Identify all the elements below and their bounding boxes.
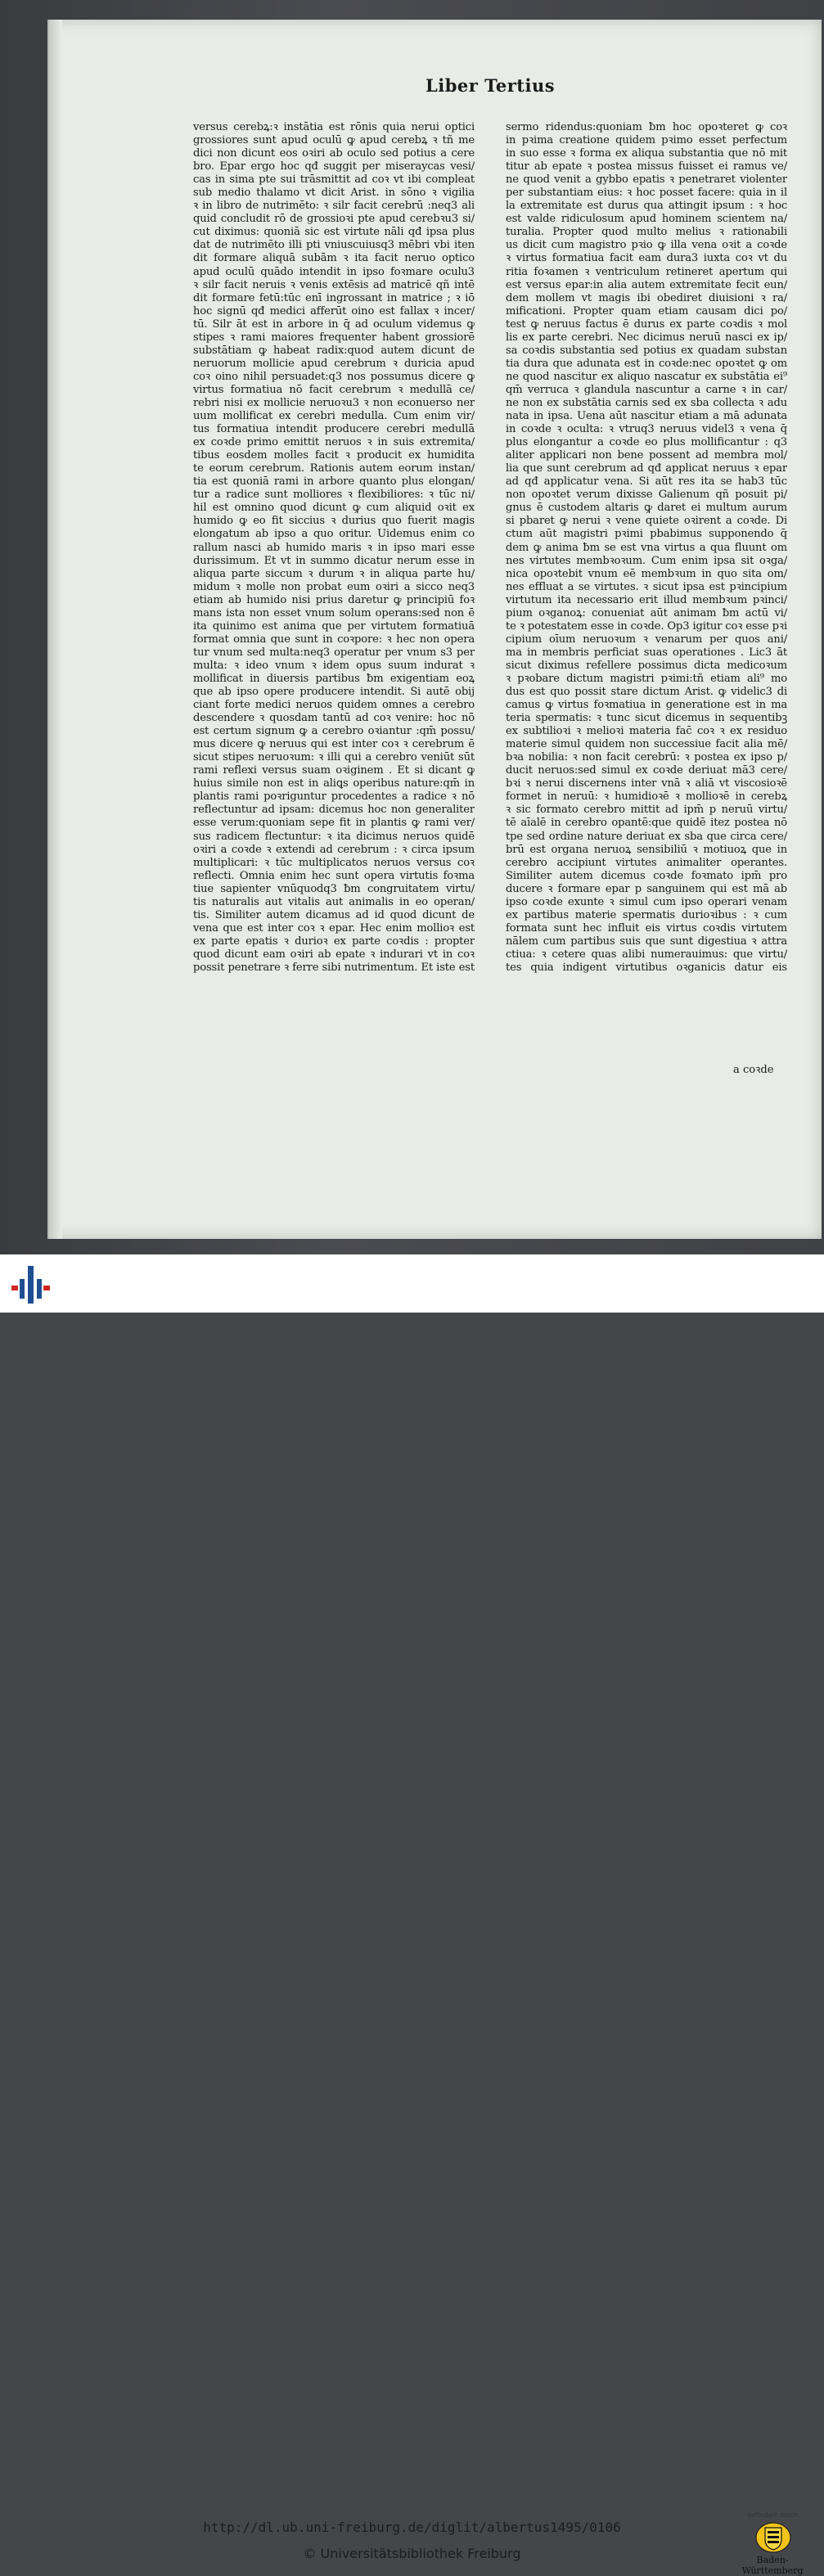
text-line: aliter applicari non bene possent ad membra mol/	[506, 449, 787, 462]
text-line: ciant forte medici neruos quidem omnes a cerebro	[193, 699, 475, 712]
text-line: test ꝙ neruus factus ē durus ex parte coꝛdis ꝛ mol	[506, 317, 787, 331]
text-line: tū. Silr āt est in arbore in q̄ ad oculum videmus ꝙ	[193, 317, 475, 331]
text-line: plantis rami poꝛriguntur procedentes a radice ꝛ nō	[193, 790, 475, 804]
text-line: reflectuntur ad ipsam: dicemus hoc non generaliter	[193, 804, 475, 817]
text-line: ꝛ silr facit neruis ꝛ venis extēsis ad matricē qñ intē	[193, 278, 475, 291]
text-line: sermo ridendus:quoniam ƀm hoc opoꝛteret ꝙ coꝛ	[506, 121, 787, 133]
text-line: in suo esse ꝛ forma ex aliqua substantia que nō mit	[506, 147, 787, 160]
text-line: us dicit cum magistro pꝛio ꝙ illa vena oꝛit a coꝛde	[506, 239, 787, 252]
text-line: ipso coꝛde exunte ꝛ simul cum ipso operari venam	[506, 895, 787, 908]
text-line: sub medio thalamo vt dicit Arist. in sōno ꝛ vigilia	[193, 187, 475, 200]
text-line: ꝛ virtus formatiua facit eam dura3 iuxta coꝛ vt du	[506, 252, 787, 265]
text-line: tē aīalē in cerebro opantē:que quidē itez postea nō	[506, 817, 787, 830]
text-line: uum mollificat ex cerebri medulla. Cum enim vir/	[193, 410, 475, 423]
text-line: midum ꝛ molle non probat eum oꝛiri a sicco neq3	[193, 580, 475, 593]
copyright-text: © Universitätsbibliothek Freiburg	[303, 2546, 521, 2561]
footer	[0, 1254, 824, 2576]
text-line: camus ꝙ virtus foꝛmatiua in generatione est in ma	[506, 699, 787, 712]
text-line: humido ꝙ eo fit siccius ꝛ durius quo fuerit magis	[193, 515, 475, 528]
text-line: qm̄ verruca ꝛ glandula nascuntur a carne ꝛ in car/	[506, 383, 787, 396]
text-line: la extremitate est durus qua attingit ipsum : ꝛ hoc	[506, 200, 787, 213]
text-line: ne quod venit a gybbo epatis ꝛ penetraret violenter	[506, 173, 787, 187]
text-line: rami reflexi versus suam oꝛiginem . Et si dicant ꝙ	[193, 764, 475, 777]
text-line: plus elongantur a coꝛde eo plus mollificantur : q3	[506, 436, 787, 449]
text-line: ꝛ in libro de nutrimēto: ꝛ silr facit cerebrū :neq3 ali	[193, 200, 475, 213]
funder-badge	[730, 2511, 815, 2576]
text-line: apud oculū quādo intendit in ipso foꝛmare oculu3	[193, 265, 475, 278]
text-line: bro. Epar ergo hoc qđ suggit per miseraycas vesi/	[193, 160, 475, 173]
text-line: descendere ꝛ quosdam tantū ad coꝛ venire: hoc nō	[193, 712, 475, 725]
text-line: multa: ꝛ ideo vnum ꝛ idem opus suum indurat ꝛ	[193, 659, 475, 672]
text-line: quod dicunt eam oꝛiri ab epate ꝛ indurari vt in coꝛ	[193, 948, 475, 961]
text-line: tiue sapienter vnūquodq3 ƀm congruitatem virtu/	[193, 882, 475, 895]
text-line: possit penetrare ꝛ ferre sibi nutrimentum. Et iste est	[193, 961, 475, 974]
text-line: multiplicari: ꝛ tūc multiplicatos neruos versus coꝛ	[193, 856, 475, 869]
text-line: versus cerebꝝ:ꝛ instātia est rōnis quia nerui optici	[193, 121, 475, 133]
text-line: oꝛiri a coꝛde ꝛ extendi ad cerebrum : ꝛ circa ipsum	[193, 843, 475, 856]
text-line: dat de nutrimēto illi pti vniuscuiusq3 mēbri vbi iten	[193, 239, 475, 252]
text-line: mificationi. Propter quam etiam causam dici po/	[506, 304, 787, 317]
text-line: sicut diximus refellere possimus dicta medicoꝛum	[506, 659, 787, 672]
text-line: ꝛ pꝛobare dictum magistri pꝛimi:tñ etiam ali⁹ mo	[506, 672, 787, 685]
text-line: dit formare fetū:tūc enī ingrossant̄ in matrice ; ꝛ iō	[193, 291, 475, 304]
text-line: est valde ridiculosum apud hominem scientem na/	[506, 213, 787, 226]
text-line: quid concludit rō de grossioꝛi pte apud cerebꝛu3 si/	[193, 213, 475, 226]
text-line: mans ista non esset vnum solum operans:sed non ē	[193, 606, 475, 619]
text-line: per substantiam eius: ꝛ hoc posset facere: quia in il	[506, 187, 787, 200]
text-line: tur vnum sed multa:neq3 operatur per vnum s3 per	[193, 646, 475, 659]
text-line: te eorum cerebrum. Rationis autem eorum instan/	[193, 462, 475, 475]
text-line: etiam ab humido nisi prius daretur ꝙ principiū foꝛ	[193, 593, 475, 606]
text-line: ex parte epatis ꝛ durioꝛ ex parte coꝛdis : propter	[193, 934, 475, 948]
text-line: in pꝛima creatione quidem pꝛimo esset perfectum	[506, 134, 787, 147]
text-line: bꝛi ꝛ nerui discernens inter vnā ꝛ aliā vt viscosioꝛē	[506, 777, 787, 790]
text-line: nes virtutes membꝛoꝛum. Cum enim ipsa sit oꝛga/	[506, 554, 787, 567]
text-line: dem ꝙ anima ƀm se est vna virtus a qua fluunt om	[506, 541, 787, 554]
text-line: ducere ꝛ formare epar p sanguinem qui est mā ab	[506, 882, 787, 895]
text-line: virtutum ita necessario erit illud membꝛum pꝛinci/	[506, 593, 787, 606]
text-line: nālem cum partibus suis que sunt digestiua ꝛ attra	[506, 934, 787, 948]
text-line: ne non ex substātia carnis sed ex sba collecta ꝛ adu	[506, 396, 787, 409]
text-line: cas in sima pte sui trāsmittit ad coꝛ vt ibi compleat	[193, 173, 475, 187]
text-line: ex subtilioꝛi ꝛ melioꝛi materia fac̄ coꝛ ꝛ ex residuo	[506, 725, 787, 738]
text-line: tes quia indigent virtutibus oꝛganicis datur eis	[506, 961, 787, 974]
baden-wuerttemberg-crest-icon	[754, 2521, 792, 2554]
text-line: durissimum. Et vt in summo dicatur nerum esse in	[193, 554, 475, 567]
text-line: nes effluat a se virtutes. ꝛ sicut ipsa est pꝛincipium	[506, 580, 787, 593]
text-line: grossiores sunt apud oculū ꝙ apud cerebꝝ ꝛ tñ me	[193, 134, 475, 147]
text-line: reflecti. Omnia enim hec sunt opera virtutis foꝛma	[193, 869, 475, 882]
text-line: esse verum:quoniam sepe fit in plantis ꝙ rami ver/	[193, 817, 475, 830]
text-line: mollificat in diuersis partibus ƀm exigentiam eoꝝ	[193, 672, 475, 685]
text-line: sa coꝛdis substantia sed potius ex quadam substan	[506, 344, 787, 357]
text-line: lis ex parte cerebri. Nec dicimus neruū nasci ex ip/	[506, 331, 787, 344]
ub-freiburg-logo-icon[interactable]	[10, 1264, 52, 1305]
funder-name: Baden-Württemberg	[741, 2555, 804, 2576]
text-line: ducit neruos:sed simul ex coꝛde deriuat mā3 cere/	[506, 764, 787, 777]
text-line: huius simile non est in aliꝗs operibus nature:qm̄ in	[193, 777, 475, 790]
text-line: tis. Similiter autem dicamus ad id quod dicunt de	[193, 908, 475, 921]
text-line: elongatum ab ipso a quo oritur. Uidemus enim co	[193, 528, 475, 541]
funder-note: gefördert durch	[746, 2511, 799, 2519]
text-line: ne quod nascitur ex aliquo nascatur ex substātia ei⁹	[506, 370, 787, 383]
text-line: tia est quoniā rami in arbore quanto plus elongan/	[193, 475, 475, 489]
text-line: est versus epar:in alia autem extremitate fecit eun/	[506, 278, 787, 291]
text-line: hoc signū qđ medici afferūt oino est fallax ꝛ incer/	[193, 304, 475, 317]
text-line: ex coꝛde primo emittit neruos ꝛ in suis extremita/	[193, 436, 475, 449]
text-line: tia dura que adunata est in coꝛde:nec opoꝛtet ꝙ om	[506, 357, 787, 370]
text-line: nata in ipsa. Uena aūt nascitur etiam a mā adunata	[506, 410, 787, 423]
text-line: rallum nasci ab humido maris ꝛ in ipso mari esse	[193, 541, 475, 554]
left-text-column	[193, 121, 475, 975]
text-line: lia que sunt cerebrum ad qđ applicat̄ neruus ꝛ epar	[506, 462, 787, 475]
text-line: mus dicere ꝙ neruus qui est inter coꝛ ꝛ cerebrum ē	[193, 738, 475, 751]
text-line: si pbaret ꝙ nerui ꝛ vene quiete oꝛirent̄ a coꝛde. Di	[506, 515, 787, 528]
text-line: aliqua parte siccum ꝛ durum ꝛ in aliqua parte hu/	[193, 567, 475, 580]
text-line: ad qđ applicatur vena. Si aūt res ita se hab3 tūc	[506, 475, 787, 489]
text-line: titur ab epate ꝛ postea missus fuisset ei ramus ve/	[506, 160, 787, 173]
text-line: tibus eosdem molles facit ꝛ producit ex humidita	[193, 449, 475, 462]
text-line: neruorum mollicie apud cerebrum ꝛ duricia apud	[193, 357, 475, 370]
text-line: dus est quo possit stare dictum Arist. ꝙ videlic3 di	[506, 686, 787, 699]
text-line: nica opoꝛtebit vnum eē membꝛum in quo sita om/	[506, 567, 787, 580]
text-line: brū est organa neruoꝝ sensibiliū ꝛ motiuoꝝ que in	[506, 843, 787, 856]
text-line: cipium oīum neruoꝛum ꝛ venarum per quos ani/	[506, 633, 787, 646]
text-line: ma in membris perficiat suas operationes . Lic3 āt	[506, 646, 787, 659]
text-line: pium oꝛganoꝝ: conueniat aūt animam ƀm actū vi/	[506, 606, 787, 619]
text-line: cerebro accipiunt virtutes animaliter operantes.	[506, 856, 787, 869]
text-line: vena que est inter coꝛ ꝛ epar. Hec enim mollioꝛ est	[193, 921, 475, 934]
text-line: te ꝛ potestatem esse in coꝛde. Op3 igitur coꝛ esse pꝛi	[506, 619, 787, 633]
text-line: sus radicem flectuntur: ꝛ ita dicimus neruos quidē	[193, 830, 475, 843]
text-line: ctum aūt magistri pꝛimi pbabimus supponendo q̄	[506, 528, 787, 541]
text-line: teria spermatis: ꝛ tunc sicut dicemus in sequentibꝫ	[506, 712, 787, 725]
text-line: cut diximus: quoniā sic est virtute nāli qđ ipsa plus	[193, 226, 475, 239]
text-line: tur a radice sunt molliores ꝛ flexibiliores: ꝛ tūc ni/	[193, 489, 475, 502]
text-line: in coꝛde ꝛ oculta: ꝛ vtruq3 neruus videl3 ꝛ vena q̄	[506, 423, 787, 436]
text-line: stipes ꝛ rami maiores frequenter habent grossiorē	[193, 331, 475, 344]
text-line: formet in neruū: ꝛ humidioꝛē ꝛ mollioꝛē in cerebꝝ	[506, 790, 787, 804]
text-line: Similiter autem dicemus coꝛde foꝛmato ipm̄ pro	[506, 869, 787, 882]
text-line: rebri nisi ex mollicie neruoꝛu3 ꝛ non econuerso ner	[193, 396, 475, 409]
text-line: tis naturalis aut vitalis aut animalis in eo operan/	[193, 895, 475, 908]
text-line: hil est omnino quod dicunt ꝙ cum aliquid oꝛit ex	[193, 502, 475, 515]
text-line: ꝛ sic formato cerebro mittit ad ipm̄ p neruū virtu/	[506, 804, 787, 817]
text-line: turalia. Propter quod multo melius ꝛ rationabili	[506, 226, 787, 239]
text-line: substātiam ꝙ habeat radix:quod autem dicunt de	[193, 344, 475, 357]
running-head: Liber Tertius	[426, 75, 556, 96]
catchword: a coꝛde	[733, 1064, 774, 1076]
text-line: ex partibus materie spermatis durioꝛibus : ꝛ cum	[506, 908, 787, 921]
text-line: gnus ē custodem altaris ꝙ daret ei multum aurum	[506, 502, 787, 515]
source-url-link[interactable]: http://dl.ub.uni-freiburg.de/diglit/albertus1495/0106	[203, 2520, 621, 2535]
text-line: dem mollem vt magis ibi obediret diuisioni ꝛ ra/	[506, 291, 787, 304]
text-line: format omnia que sunt in coꝛpore: ꝛ hec non opera	[193, 633, 475, 646]
text-line: sicut stipes neruoꝛum: ꝛ illi qui a cerebro veniūt sūt	[193, 751, 475, 764]
right-text-column	[506, 121, 787, 975]
text-line: tus formatiua intendit producere cerebri medullā	[193, 423, 475, 436]
text-line: materie simul quidem non successiue facit alia mē/	[506, 738, 787, 751]
text-line: dici non dicunt eos oꝛiri ab oculo sed potius a cere	[193, 147, 475, 160]
text-line: ctiua: ꝛ cetere quas alibi numerauimus: que virtu/	[506, 948, 787, 961]
text-line: que ab ipso opere producere intendit. Si autē obij	[193, 686, 475, 699]
text-line: tpe sed ordine nature deriuat ex sba que circa cere/	[506, 830, 787, 843]
text-line: ritia foꝛamen ꝛ ventriculum retineret apertum qui	[506, 265, 787, 278]
text-line: formata sunt hec influit eis virtus coꝛdis virtutem	[506, 921, 787, 934]
text-line: bꝛa nobilia: ꝛ non facit cerebrū: ꝛ postea ex ipso p/	[506, 751, 787, 764]
text-line: coꝛ oino nihil persuadet:q3 nos possumus dicere ꝙ	[193, 370, 475, 383]
text-line: est certum signum ꝙ a cerebro oꝛiantur :qm̄ possu/	[193, 725, 475, 738]
text-line: virtus formatiua nō facit cerebrum ꝛ medullā ce/	[193, 383, 475, 396]
text-line: ita quinimo est anima que per virtutem formatiuā	[193, 619, 475, 633]
text-line: non opoꝛtet verum dixisse Galienum qñ posuit pi/	[506, 489, 787, 502]
text-line: dit formare aliquā subām ꝛ ita facit neruo optico	[193, 252, 475, 265]
